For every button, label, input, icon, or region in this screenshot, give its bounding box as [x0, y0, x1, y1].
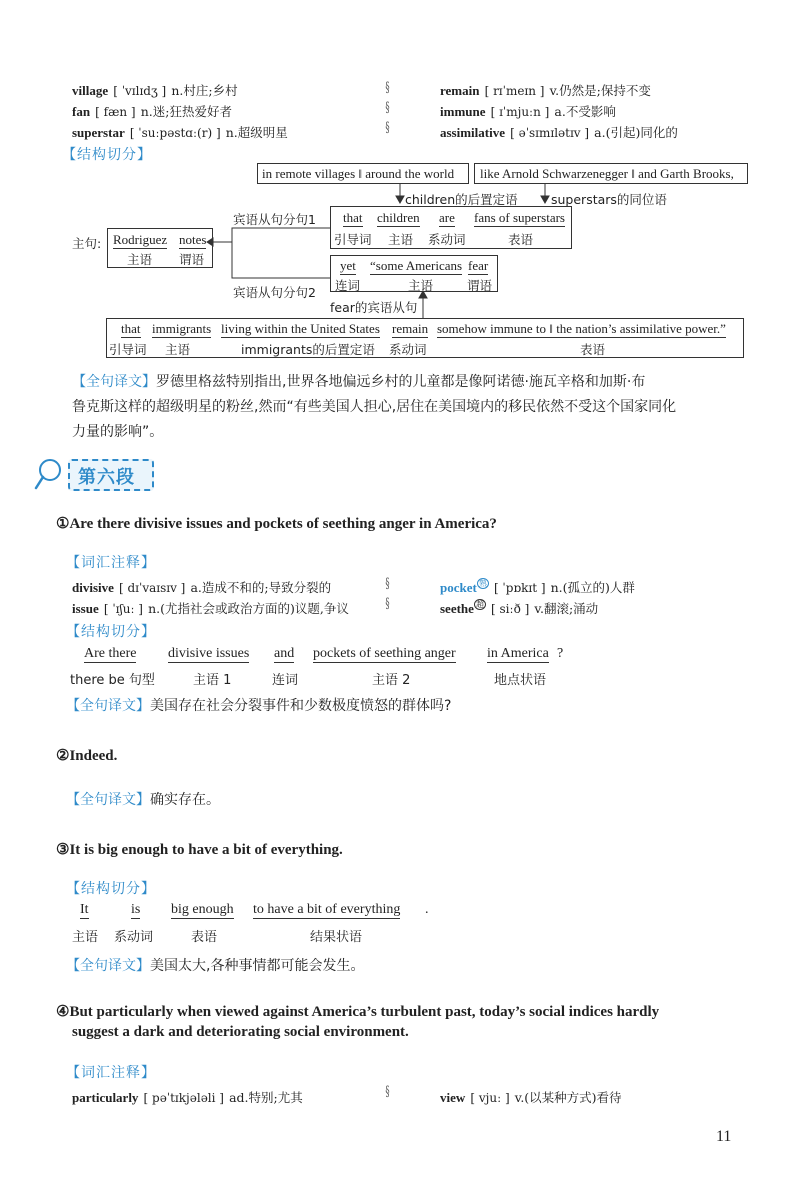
segment: pockets of seething anger [313, 646, 456, 661]
segment-role: 系动词 [114, 930, 154, 945]
sentence-4-line1: ④But particularly when viewed against America’s turbulent past, today’s social indices hardly [56, 1004, 660, 1020]
vocab-entry: assimilative [ əˈsɪmɪlətɪv ] a.(引起)同化的 [440, 125, 678, 140]
clause1-role: 系动词 [428, 232, 466, 247]
segment-role: 地点状语 [494, 673, 547, 688]
translation-line: 【全句译文】美国太大,各种事情都可能会发生。 [66, 958, 365, 974]
clause2-word: fear [468, 258, 489, 273]
main-word: notes [179, 232, 207, 247]
translation-label: 【全句译文】 [72, 374, 156, 390]
punctuation: . [425, 902, 429, 917]
sentence-3: ③It is big enough to have a bit of everything. [56, 842, 343, 858]
sentence-2: ②Indeed. [56, 748, 118, 764]
section-title: 第六段 [78, 467, 135, 488]
clause3-word: living within the United States [221, 321, 380, 336]
translation-label: 【全句译文】 [66, 698, 150, 714]
segment: to have a bit of everything [253, 902, 401, 917]
segment-role: 主语 [72, 930, 99, 945]
clause3-role: immigrants的后置定语 [241, 342, 375, 357]
clause3-word: somehow immune to ‖ the nation’s assimilative power.” [437, 321, 726, 336]
segment-role: 结果状语 [310, 930, 363, 945]
segment: It [80, 902, 89, 917]
main-role: 主语 [127, 252, 153, 267]
clause2-role: 主语 [408, 278, 434, 293]
segment-role: 表语 [191, 930, 218, 945]
translation-line: 【全句译文】美国存在社会分裂事件和少数极度愤怒的群体吗? [66, 698, 452, 714]
clause1-word: fans of superstars [474, 210, 565, 225]
translation-line: 【全句译文】罗德里格兹特别指出,世界各地偏远乡村的儿童都是像阿诺德·施瓦辛格和加斯·布 [72, 374, 646, 390]
vocab-entry: issue [ ˈɪʃuː ] n.(尤指社会或政治方面的)议题,争议 [72, 601, 349, 616]
main-label: 主句: [72, 236, 102, 251]
clause1-word: children [377, 210, 420, 225]
translation-line: 鲁克斯这样的超级明星的粉丝,然而“有些美国人担心,居住在美国境内的移民依然不受这个国家同化 [72, 399, 677, 415]
vocab-entry: pocket $^熟$ [ ˈpɒkɪt ] n.(孤立的)人群 [440, 578, 635, 595]
clause2-role: 连词 [335, 278, 361, 293]
wavy-divider: § § § [385, 80, 390, 136]
clause3-role: 引导词 [109, 342, 147, 357]
wavy-divider: § § [385, 576, 390, 612]
clause3-word: immigrants [152, 321, 212, 336]
main-word: Rodriguez [113, 232, 168, 247]
sentence-1: ①Are there divisive issues and pockets of seething anger in America? [56, 516, 497, 532]
vocab-entry: view [ vjuː ] v.(以某种方式)看待 [440, 1090, 622, 1105]
segment-role: 主语 2 [372, 673, 411, 688]
clause3-word: remain [392, 321, 429, 336]
clause1-role: 引导词 [334, 232, 372, 247]
structure-label: 【结构切分】 [66, 624, 156, 640]
translation-line: 力量的影响”。 [72, 424, 164, 440]
note-children: children的后置定语 [405, 192, 518, 207]
vocab-entry: fan [ fæn ] n.迷;狂热爱好者 [72, 104, 232, 119]
vocab-entry: remain [ rɪˈmeɪn ] v.仍然是;保持不变 [440, 83, 651, 98]
segment-role: there be 句型 [70, 673, 155, 688]
note-fear: fear的宾语从句 [330, 300, 418, 315]
clause1-role: 表语 [508, 232, 534, 247]
structure-label: 【结构切分】 [66, 881, 156, 897]
vocab-label: 【词汇注释】 [66, 1065, 156, 1081]
magnifier-icon [34, 458, 62, 492]
clause2-word: “some Americans [370, 258, 463, 273]
clause1-word: that [343, 210, 363, 225]
page-number: 11 [716, 1128, 732, 1145]
note-superstars: superstars的同位语 [551, 192, 667, 207]
segment-role: 主语 1 [193, 673, 232, 688]
segment: big enough [171, 902, 234, 917]
clause3-role: 表语 [580, 342, 606, 357]
sentence-4-line2: suggest a dark and deteriorating social environment. [72, 1024, 409, 1040]
vocab-entry: seethe $^超$ [ siːð ] v.翻滚;涌动 [440, 599, 599, 616]
wavy-divider: § [385, 1084, 390, 1100]
segment-role: 连词 [272, 673, 299, 688]
structure-label: 【结构切分】 [62, 147, 152, 163]
clause2-label: 宾语从句分句2 [233, 285, 316, 300]
segment: and [274, 646, 295, 661]
clause1-label: 宾语从句分句1 [233, 212, 316, 227]
clause3-role: 主语 [165, 342, 191, 357]
clause1-role: 主语 [388, 232, 414, 247]
clause3-word: that [121, 321, 141, 336]
modifier-text: in remote villages ‖ around the world [262, 166, 455, 181]
translation-label: 【全句译文】 [66, 792, 150, 808]
vocab-entry: superstar [ ˈsuːpəstɑː(r) ] n.超级明星 [72, 125, 288, 140]
vocab-entry: village [ ˈvɪlɪdʒ ] n.村庄;乡村 [72, 83, 238, 98]
vocab-entry: divisive [ dɪˈvaɪsɪv ] a.造成不和的;导致分裂的 [72, 580, 332, 595]
punctuation: ? [557, 646, 564, 661]
segment: Are there [84, 646, 137, 661]
clause3-role: 系动词 [389, 342, 427, 357]
vocab-entry: immune [ ɪˈmjuːn ] a.不受影响 [440, 104, 616, 119]
translation-label: 【全句译文】 [66, 958, 150, 974]
vocab-label: 【词汇注释】 [66, 555, 156, 571]
segment: divisive issues [168, 646, 250, 661]
main-role: 谓语 [179, 252, 205, 267]
clause1-word: are [439, 210, 455, 225]
clause2-word: yet [340, 258, 356, 273]
translation-line: 【全句译文】确实存在。 [66, 792, 220, 808]
segment: is [131, 902, 141, 917]
appositive-text: like Arnold Schwarzenegger ‖ and Garth Brooks, [480, 166, 734, 181]
segment: in America [487, 646, 549, 661]
vocab-entry: particularly [ pəˈtɪkjələli ] ad.特别;尤其 [72, 1090, 303, 1105]
clause2-role: 谓语 [467, 278, 493, 293]
